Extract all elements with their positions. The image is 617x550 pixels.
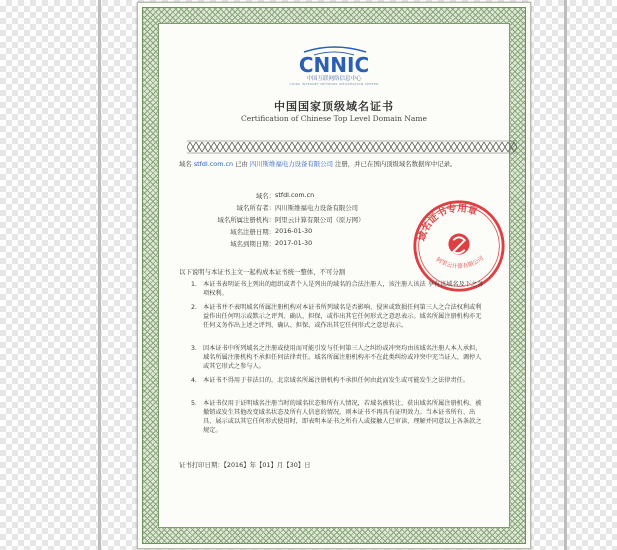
terms-heading: 以下说明与本证书主文一起构成本证书统一整体，不可分割 [179, 268, 346, 276]
logo-text: CNNIC [298, 53, 370, 76]
term-text: 本证书仅用于证明域名注册当时的域名状态和所有人情况，若域名被转让、获出域名所属注册机构、被撤销或发生其他改变域名状态及所有人信息的情况，则本证书不再具有证明效力。当本证书所有、出具、展示或以其它任何形式使用时，即表明本证书之所有人或接触人已审读、理解并同意以上各条款之规定。 [203, 400, 482, 434]
term-number: 5． [191, 400, 202, 407]
term-number: 2． [191, 304, 202, 311]
logo-subtitle-cn: 中国互联网络信息中心 [306, 76, 362, 82]
domain-link[interactable]: stfdl.com.cn [193, 160, 234, 168]
term-item [179, 400, 487, 440]
term-item [179, 281, 487, 299]
seal-bottom-text: 阿里云计算有限公司 [434, 255, 486, 271]
certificate-page [137, 2, 531, 549]
field-label: 域名注册日期： [230, 228, 275, 236]
term-item [179, 345, 487, 372]
field-label: 域名： [255, 192, 275, 200]
seal-ring-text: 域名证书专用章 [416, 203, 479, 243]
field-value: stfdl.com.cn [275, 191, 315, 199]
cnnic-logo-icon [274, 46, 394, 76]
print-date: 证书打印日期：【2016】年【01】月【30】日 [179, 461, 311, 469]
certificate-border [142, 7, 526, 544]
field-value: 2017-01-30 [275, 239, 313, 247]
certificate-title: 中国国家顶级域名证书 [274, 100, 394, 113]
field-label: 域名到期日期： [230, 240, 275, 248]
field-label: 域名所有者： [236, 204, 275, 212]
term-item [179, 377, 487, 395]
certificate-title-en: Certification of Chinese Top Level Domain Name [241, 114, 427, 123]
term-text: 本证书并不表明域名所属注册机构对本证书所列域名是否影响、侵害或致损任何第三人之合法权利或利益作出任何明示或默示之评判、确认、担保，或作出其它任何形式之意思表示。域名所属注册机构亦无任何义务作出上述之评判、确认、担保，或作出其它任何形式之意思表示。 [203, 304, 482, 329]
logo-subtitle-en: CHINA INTERNET NETWORK INFORMATION CENTER [289, 82, 379, 86]
certificate-body [158, 23, 510, 528]
term-text: 本证书不得用于非法目的，北京域名所属注册机构不承担任何由此而发生或可能发生之法律责任。 [203, 377, 470, 384]
cnnic-logo [159, 46, 509, 86]
term-text: 因本证书中所列域名之注册或使用而可能引发与任何第三人之纠纷或冲突均由该域名注册人本人承担，域名所属注册机构不承担任何法律责任。域名所属注册机构亦不在此类纠纷或冲突中充当证人、调停人或其它形式之参与人。 [203, 345, 482, 370]
term-number: 3． [191, 345, 202, 352]
viewer-shadow-left [98, 0, 101, 550]
field-label: 域名所属注册机构： [217, 216, 275, 224]
term-number: 1． [191, 281, 202, 288]
field-value: 2016-01-30 [275, 227, 313, 235]
field-value: 阿里云计算有限公司（原万网） [275, 216, 365, 224]
viewer-shadow-right [564, 0, 567, 550]
term-number: 4． [191, 377, 202, 384]
term-text: 本证书表明证书上列出的组织或者个人是列出的域名的合法注册人，该注册人该法 享有该域名及下之各项权利。 [203, 281, 484, 297]
intro-paragraph: 域名 stfdl.com.cn 已由 四川斯维福电力设备有限公司 注册，并已在国内顶级域名数据库中记录。 [179, 160, 457, 168]
holder-link[interactable]: 四川斯维福电力设备有限公司 [249, 160, 333, 168]
ornament-divider [187, 139, 517, 155]
term-item [179, 304, 487, 340]
official-seal-icon [411, 198, 507, 294]
field-value: 四川斯维福电力设备有限公司 [275, 204, 359, 212]
